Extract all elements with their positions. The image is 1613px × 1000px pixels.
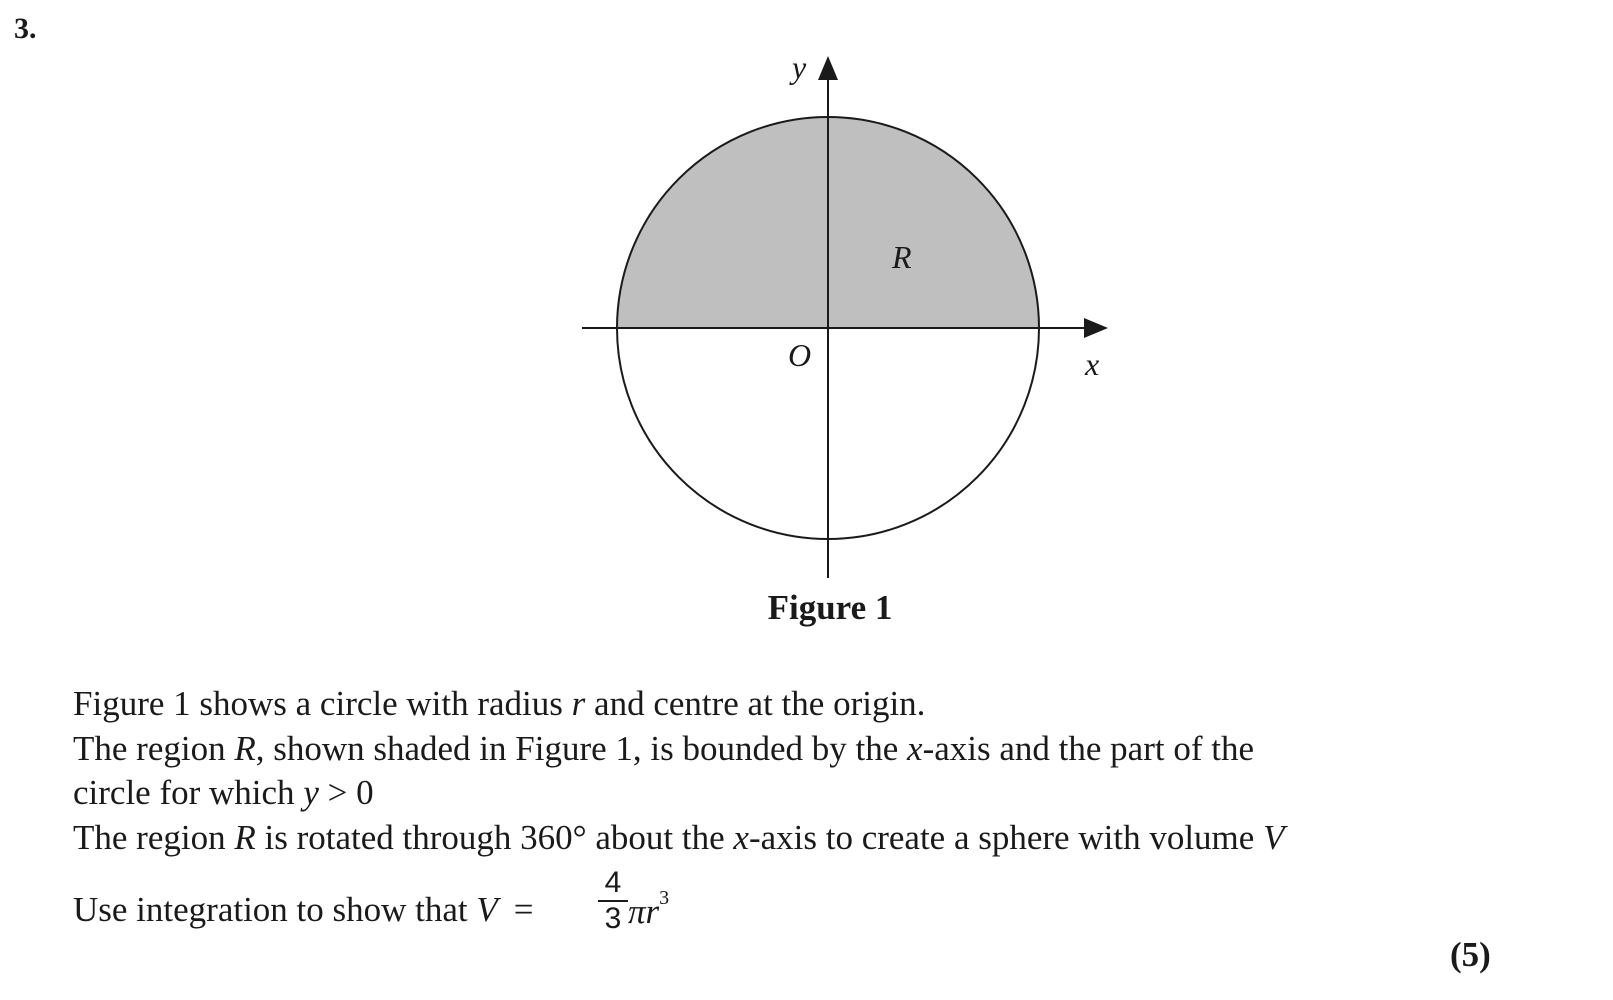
fraction-numerator: 4 [598, 866, 628, 902]
marks-label: (5) [1450, 935, 1491, 974]
question-body [73, 682, 1473, 860]
origin-label: O [788, 337, 812, 373]
y-axis-label: y [792, 49, 807, 85]
text-line-2: The region R, shown shaded in Figure 1, is bounded by the x-axis and the part of the [73, 728, 1254, 768]
text-line-3: circle for which y > 0 [73, 773, 374, 812]
volume-fraction [598, 866, 628, 936]
figure-caption: Figure 1 [767, 588, 893, 627]
text-line-1: Figure 1 shows a circle with radius r and centre at the origin. [73, 684, 926, 723]
text-line-4: The region R is rotated through 360° about the x-axis to create a sphere with volume V [73, 817, 1285, 857]
question-number: 3. [14, 12, 37, 45]
pi-r-cubed: $\pi r^3$ [628, 887, 670, 931]
y-axis-arrow-icon [818, 56, 838, 80]
task-instruction: Use integration to show that V = [73, 890, 534, 929]
region-label: R [892, 239, 912, 275]
x-axis-arrow-icon [1084, 318, 1108, 338]
fraction-denominator: 3 [604, 902, 622, 935]
x-axis-label: x [1085, 346, 1100, 382]
